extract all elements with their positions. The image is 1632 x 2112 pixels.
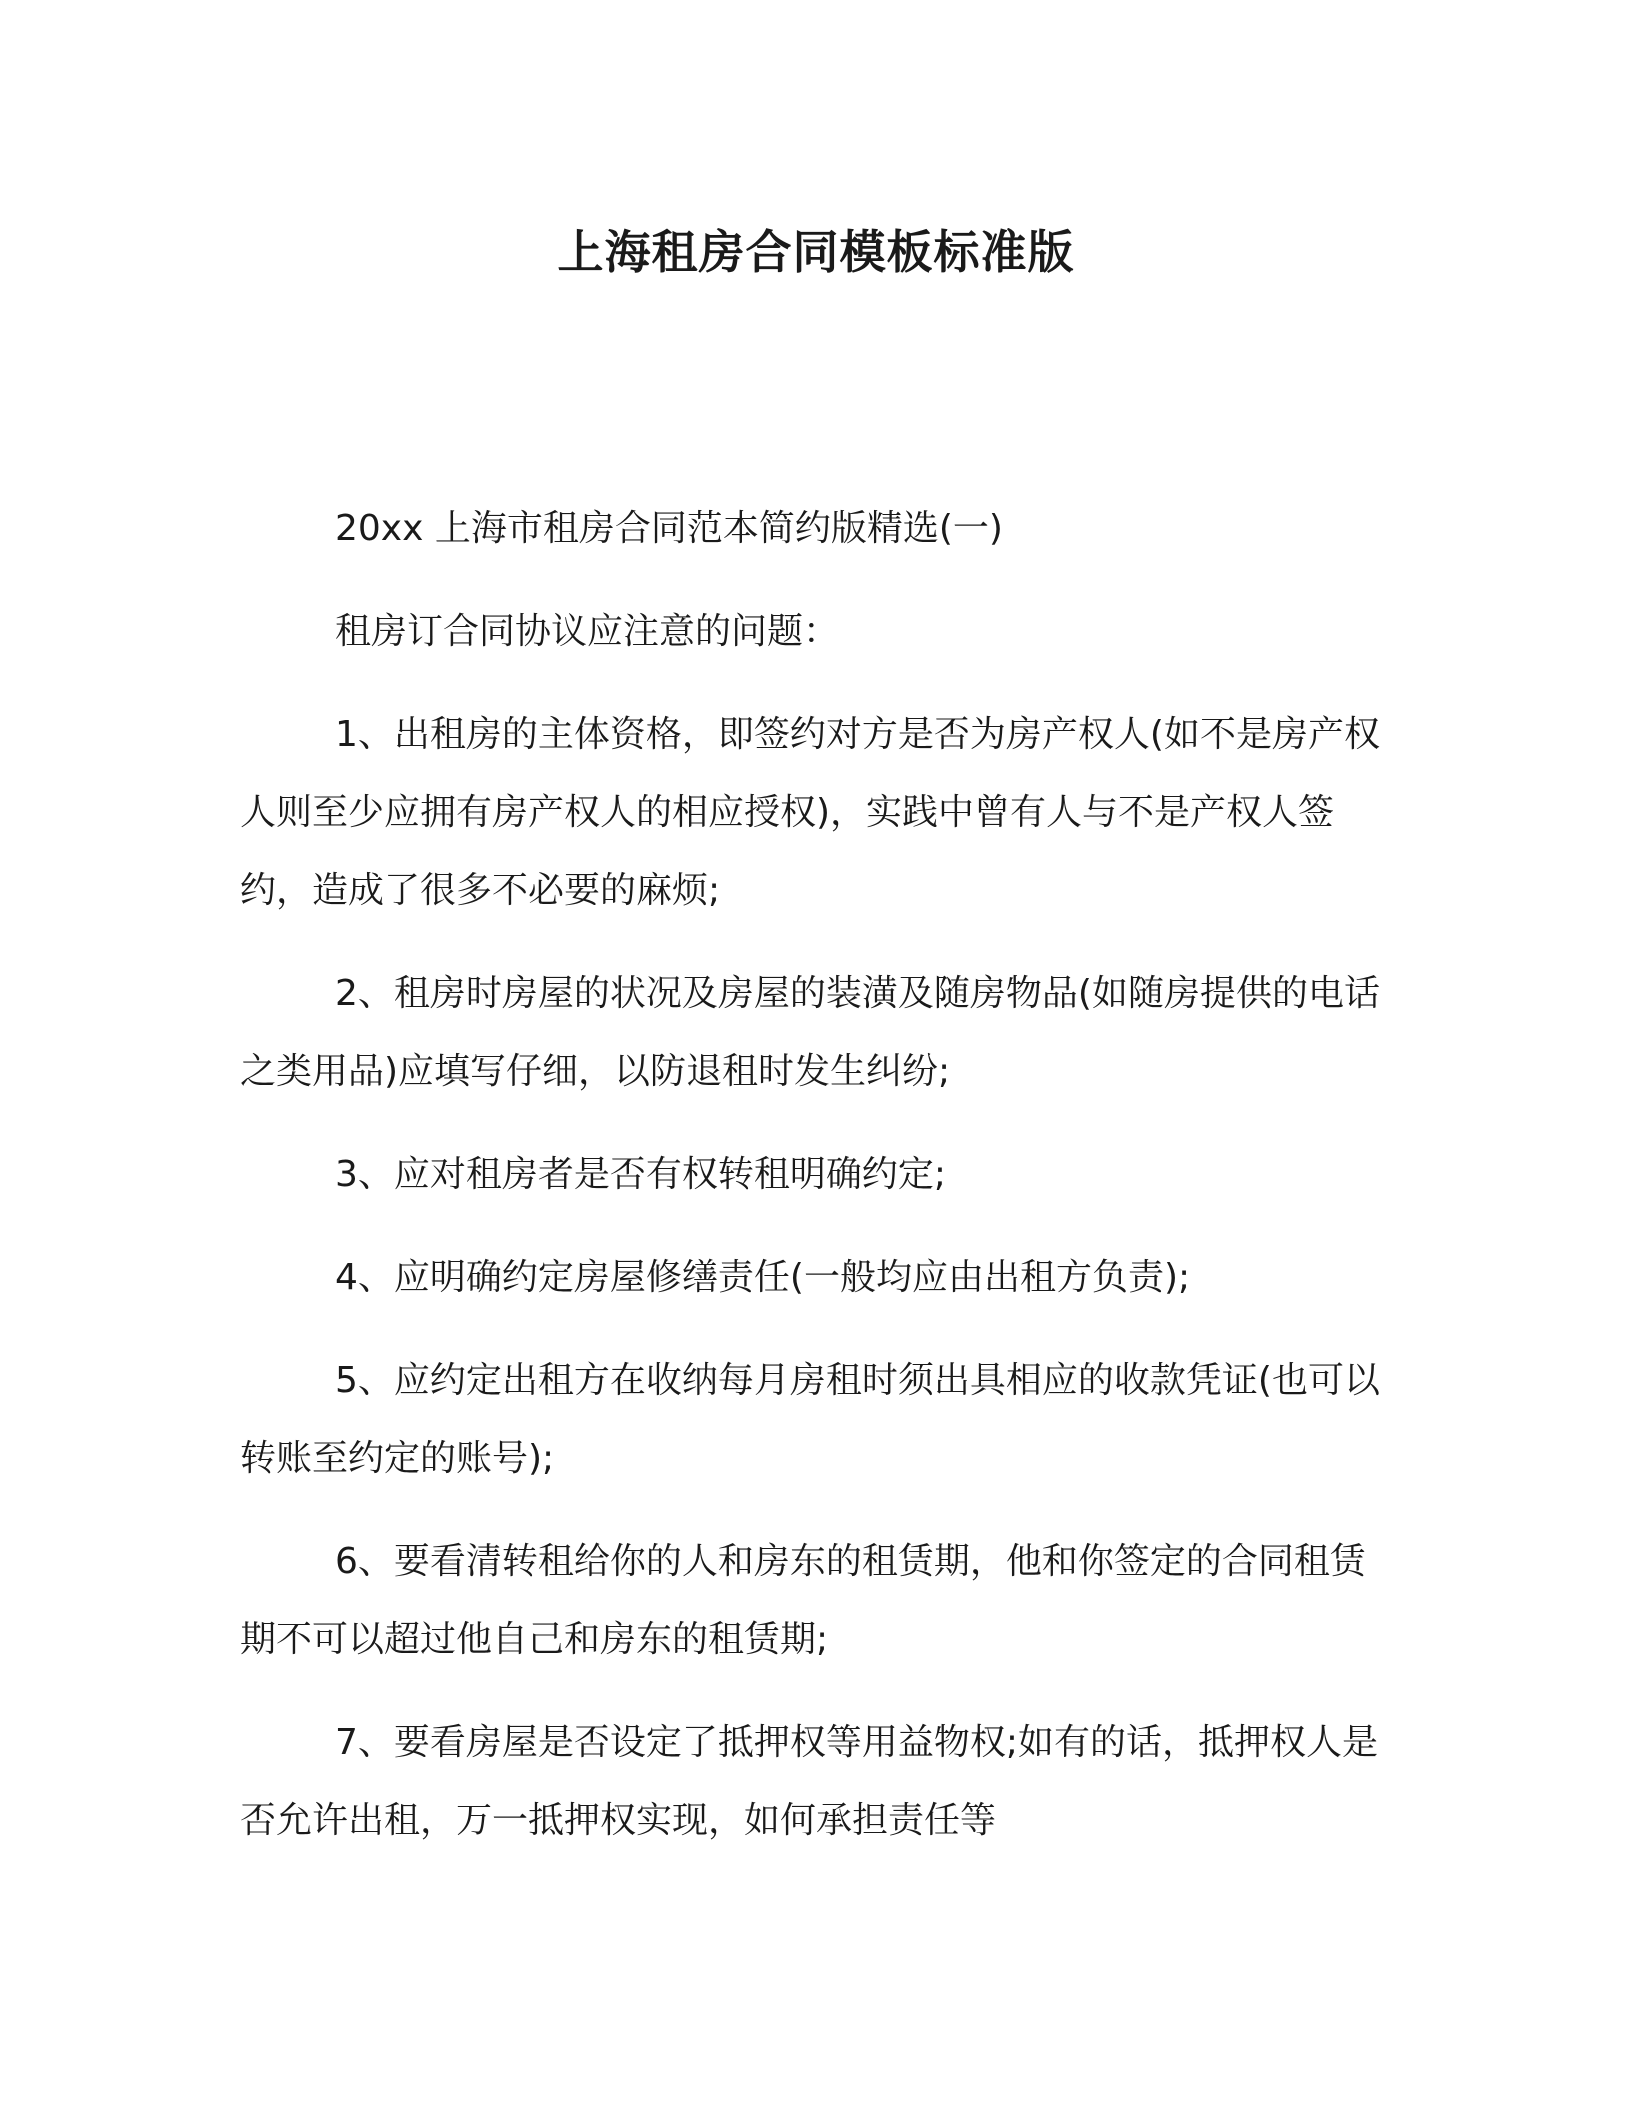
paragraph-item-5: 5、应约定出租方在收纳每月房租时须出具相应的收款凭证(也可以转账至约定的账号); [240,1360,1380,1479]
paragraph-item-6: 6、要看清转租给你的人和房东的租赁期，他和你签定的合同租赁期不可以超过他自己和房东的租赁期; [240,1541,1366,1660]
paragraph-item-2: 2、租房时房屋的状况及房屋的装潢及随房物品(如随房提供的电话之类用品)应填写仔细，以防退租时发生纠纷; [240,973,1380,1092]
paragraph-item-3: 3、应对租房者是否有权转租明确约定; [335,1154,947,1195]
paragraph-item-7: 7、要看房屋是否设定了抵押权等用益物权;如有的话，抵押权人是否允许出租，万一抵押权实现，如何承担责任等 [240,1722,1379,1841]
paragraph-intro: 租房订合同协议应注意的问题： [335,611,840,652]
document-body [240,490,1390,1885]
paragraph-item-1: 1、出租房的主体资格，即签约对方是否为房产权人(如不是房产权人则至少应拥有房产权人的相应授权)，实践中曾有人与不是产权人签约，造成了很多不必要的麻烦; [240,714,1380,911]
paragraph-subtitle: 20xx 上海市租房合同范本简约版精选(一) [335,508,1003,549]
paragraph-item-4: 4、应明确约定房屋修缮责任(一般均应由出租方负责); [335,1257,1191,1298]
document-title: 上海租房合同模板标准版 [557,225,1075,279]
